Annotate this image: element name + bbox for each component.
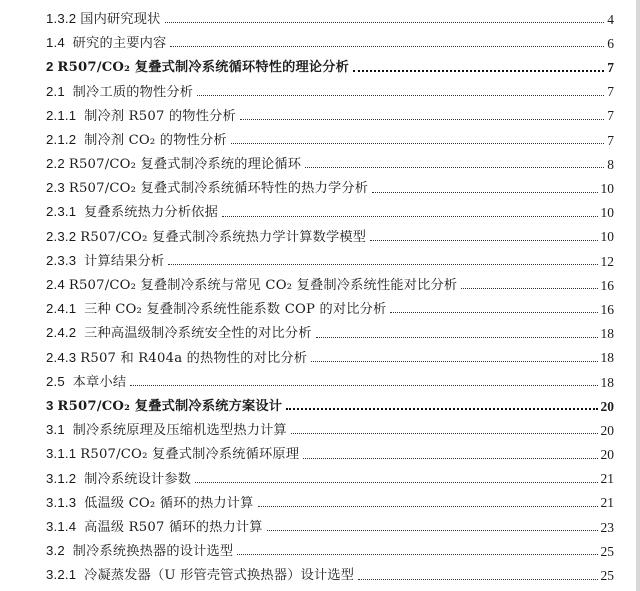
toc-leader-dots <box>165 22 605 23</box>
toc-entry-number: 3.1.4 <box>46 518 77 534</box>
toc-leader-dots <box>372 192 597 193</box>
toc-entry-number: 2.4.3 <box>46 349 77 365</box>
toc-entry-page: 20 <box>600 398 614 414</box>
toc-entry-page: 4 <box>607 11 614 27</box>
toc-entry[interactable] <box>46 99 614 123</box>
toc-entry-page: 21 <box>600 471 614 487</box>
toc-entry-page: 8 <box>607 156 614 172</box>
toc-leader-dots <box>222 216 598 217</box>
toc-entry[interactable] <box>46 437 614 461</box>
toc-entry[interactable] <box>46 365 614 389</box>
toc-entry-title: 计算结果分析 <box>84 253 165 269</box>
toc-entry-title: 制冷剂 R507 的物性分析 <box>84 108 236 124</box>
toc-leader-dots <box>237 554 597 555</box>
toc-entry[interactable] <box>46 171 614 195</box>
toc-entry-title: R507/CO₂ 复叠式制冷系统循环特性的热力学分析 <box>68 181 369 197</box>
toc-entry-number: 2.1.1 <box>46 107 77 123</box>
toc-leader-dots <box>370 240 597 241</box>
toc-entry-page: 18 <box>600 374 614 390</box>
toc-leader-dots <box>305 167 604 168</box>
toc-entry-number: 2.4.2 <box>46 325 77 341</box>
toc-entry-title: R507/CO₂ 复叠制冷系统与常见 CO₂ 复叠制冷系统性能对比分析 <box>68 278 458 294</box>
toc-entry-page: 20 <box>600 422 614 438</box>
toc-entry[interactable] <box>46 268 614 292</box>
toc-entry-page: 16 <box>600 277 614 293</box>
toc-entry-page: 16 <box>600 301 614 317</box>
toc-entry-title: R507/CO₂ 复叠式制冷系统循环特性的理论分析 <box>57 60 350 76</box>
toc-entry[interactable] <box>46 196 614 220</box>
toc-leader-dots <box>291 433 598 434</box>
toc-entry-title: R507/CO₂ 复叠式制冷系统的理论循环 <box>68 157 302 173</box>
toc-entry[interactable] <box>46 123 614 147</box>
toc-entry-number: 2.3.3 <box>46 252 77 268</box>
toc-entry-title: 制冷系统设计参数 <box>84 471 192 487</box>
toc-entry-page: 18 <box>600 326 614 342</box>
toc-entry-title: R507/CO₂ 复叠式制冷系统热力学计算数学模型 <box>80 229 367 245</box>
toc-leader-dots <box>316 337 598 338</box>
toc-leader-dots <box>130 385 597 386</box>
toc-entry-page: 18 <box>600 350 614 366</box>
toc-entry-title: 低温级 CO₂ 循环的热力计算 <box>84 495 254 511</box>
toc-leader-dots <box>168 264 597 265</box>
table-of-contents <box>46 2 614 583</box>
toc-entry-number: 2 <box>46 59 54 75</box>
toc-entry-number: 3.1.3 <box>46 494 77 510</box>
toc-entry-title: 三种 CO₂ 复叠制冷系统性能系数 COP 的对比分析 <box>84 302 387 318</box>
toc-entry-number: 3.2 <box>46 543 65 559</box>
toc-leader-dots <box>195 482 597 483</box>
toc-leader-dots <box>197 95 604 96</box>
toc-chapter-entry[interactable] <box>46 50 614 74</box>
toc-leader-dots <box>353 70 604 72</box>
toc-entry-number: 3.1.2 <box>46 470 77 486</box>
toc-entry-title: 制冷工质的物性分析 <box>72 84 194 100</box>
toc-entry-number: 2.4 <box>46 277 65 293</box>
toc-entry-number: 3 <box>46 397 54 413</box>
toc-entry-page: 21 <box>600 495 614 511</box>
toc-entry-title: 制冷系统换热器的设计选型 <box>72 544 234 560</box>
toc-entry[interactable] <box>46 244 614 268</box>
toc-leader-dots <box>303 458 597 459</box>
toc-entry-page: 10 <box>600 205 614 221</box>
toc-entry-number: 2.5 <box>46 373 65 389</box>
toc-leader-dots <box>461 288 597 289</box>
toc-entry[interactable] <box>46 220 614 244</box>
toc-entry-title: R507/CO₂ 复叠式制冷系统循环原理 <box>80 447 300 463</box>
toc-entry-title: 复叠系统热力分析依据 <box>84 205 218 221</box>
toc-entry-title: 高温级 R507 循环的热力计算 <box>84 519 263 535</box>
toc-entry-page: 25 <box>600 543 614 559</box>
toc-leader-dots <box>390 312 597 313</box>
toc-entry-page: 7 <box>607 108 614 124</box>
toc-entry-number: 3.2.1 <box>46 567 77 583</box>
toc-entry-page: 7 <box>607 132 614 148</box>
toc-entry-number: 2.3.2 <box>46 228 77 244</box>
toc-entry[interactable] <box>46 413 614 437</box>
toc-leader-dots <box>240 119 604 120</box>
toc-entry-number: 2.3.1 <box>46 204 77 220</box>
toc-entry-title: 冷凝蒸发器（U 形管壳管式换热器）设计选型 <box>84 568 355 584</box>
toc-entry-page: 20 <box>600 447 614 463</box>
toc-entry-page: 6 <box>607 35 614 51</box>
toc-entry-number: 3.1 <box>46 422 65 438</box>
toc-entry-title: 制冷剂 CO₂ 的物性分析 <box>84 132 227 148</box>
toc-entry-title: 本章小结 <box>72 374 127 390</box>
toc-entry-title: 制冷系统原理及压缩机选型热力计算 <box>72 423 287 439</box>
toc-entry-page: 12 <box>600 253 614 269</box>
toc-entry[interactable] <box>46 510 614 534</box>
toc-entry-page: 7 <box>607 84 614 100</box>
toc-leader-dots <box>286 408 597 410</box>
toc-leader-dots <box>170 46 604 47</box>
toc-entry[interactable] <box>46 292 614 316</box>
toc-entry[interactable] <box>46 462 614 486</box>
toc-entry-title: 研究的主要内容 <box>72 36 167 52</box>
toc-leader-dots <box>267 530 598 531</box>
toc-entry[interactable] <box>46 75 614 99</box>
toc-entry-page: 10 <box>600 181 614 196</box>
toc-leader-dots <box>358 579 597 580</box>
toc-leader-dots <box>231 143 605 144</box>
toc-entry-number: 1.4 <box>46 35 65 51</box>
toc-leader-dots <box>258 506 598 507</box>
toc-entry-page: 25 <box>600 568 614 583</box>
toc-entry-page: 23 <box>600 519 614 535</box>
toc-entry-page: 7 <box>607 60 614 76</box>
toc-entry[interactable] <box>46 316 614 340</box>
toc-entry-title: R507 和 R404a 的热物性的对比分析 <box>80 350 308 366</box>
toc-entry[interactable] <box>46 534 614 558</box>
toc-entry[interactable] <box>46 147 614 171</box>
toc-entry-title: 三种高温级制冷系统安全性的对比分析 <box>84 326 312 342</box>
toc-entry[interactable] <box>46 2 614 26</box>
toc-entry-page: 10 <box>600 229 614 245</box>
page-edge-shadow <box>636 0 640 591</box>
toc-entry-number: 3.1.1 <box>46 446 77 462</box>
toc-entry-title: R507/CO₂ 复叠式制冷系统方案设计 <box>57 398 283 414</box>
toc-entry[interactable] <box>46 26 614 50</box>
toc-entry-title: 国内研究现状 <box>80 11 161 27</box>
toc-entry-number: 2.3 <box>46 180 65 196</box>
toc-entry-number: 2.2 <box>46 156 65 172</box>
toc-chapter-entry[interactable] <box>46 389 614 413</box>
toc-entry[interactable] <box>46 486 614 510</box>
toc-entry[interactable] <box>46 558 614 582</box>
toc-entry-number: 2.1 <box>46 83 65 99</box>
toc-entry-number: 2.1.2 <box>46 131 77 147</box>
toc-entry-number: 1.3.2 <box>46 10 77 26</box>
toc-entry[interactable] <box>46 341 614 365</box>
toc-entry-number: 2.4.1 <box>46 301 77 317</box>
toc-leader-dots <box>311 361 597 362</box>
